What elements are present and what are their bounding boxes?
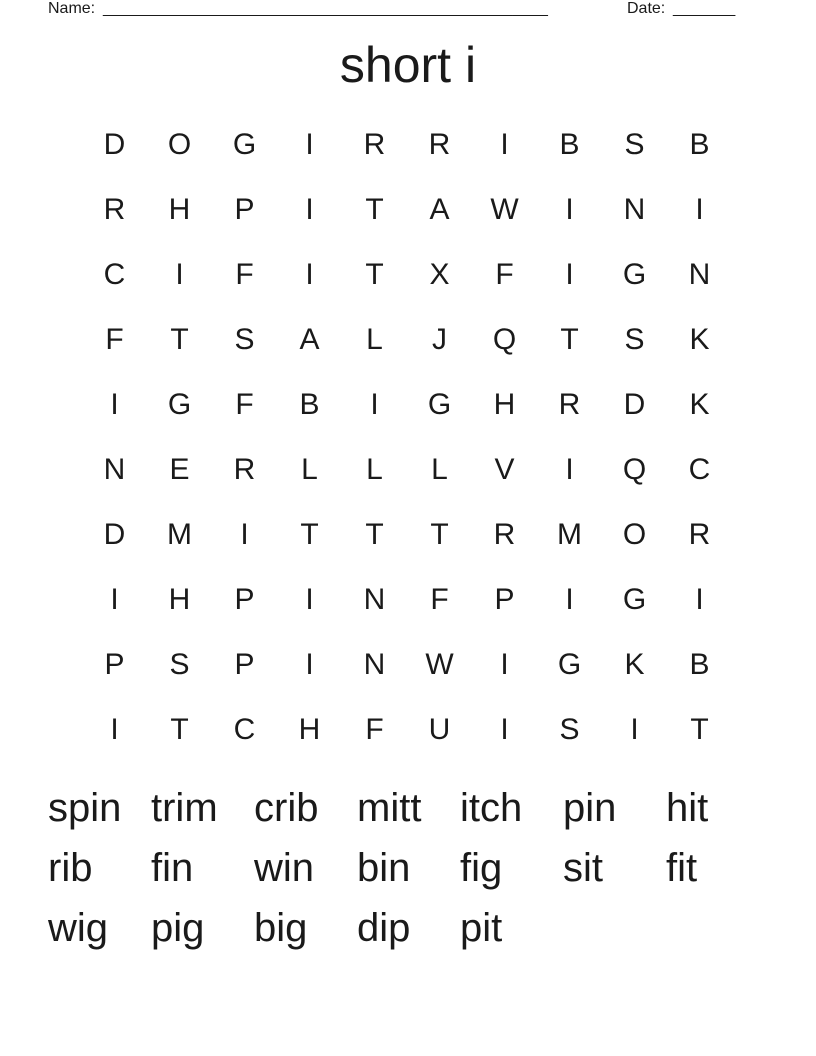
grid-letter: B bbox=[689, 127, 710, 161]
grid-letter: K bbox=[689, 387, 710, 421]
grid-letter: H bbox=[168, 582, 191, 616]
grid-letter: F bbox=[365, 712, 384, 746]
grid-letter: T bbox=[365, 192, 384, 226]
grid-letter: I bbox=[305, 257, 314, 291]
grid-letter: P bbox=[234, 647, 255, 681]
grid-letter: R bbox=[558, 387, 581, 421]
word-list-item: hit bbox=[666, 786, 709, 830]
grid-letter: C bbox=[233, 712, 256, 746]
grid-letter: H bbox=[298, 712, 321, 746]
grid-letter: D bbox=[103, 517, 126, 551]
grid-letter: Q bbox=[622, 452, 647, 486]
grid-letter: I bbox=[110, 582, 119, 616]
grid-letter: M bbox=[557, 517, 582, 551]
grid-letter: I bbox=[695, 582, 704, 616]
grid-letter: G bbox=[557, 647, 582, 681]
grid-letter: T bbox=[690, 712, 709, 746]
grid-letter: I bbox=[305, 192, 314, 226]
word-list-item: dip bbox=[357, 906, 411, 950]
word-list-item: pit bbox=[460, 906, 503, 950]
word-list-item: crib bbox=[254, 786, 319, 830]
grid-letter: F bbox=[235, 257, 254, 291]
grid-letter: P bbox=[234, 192, 255, 226]
grid-letter: F bbox=[105, 322, 124, 356]
word-list-item: pin bbox=[563, 786, 617, 830]
grid-letter: L bbox=[431, 452, 448, 486]
grid-letter: O bbox=[622, 517, 647, 551]
grid-letter: N bbox=[103, 452, 126, 486]
name-label: Name: bbox=[48, 0, 96, 17]
date-blank-line: _______ bbox=[673, 0, 736, 17]
grid-letter: C bbox=[688, 452, 711, 486]
word-list bbox=[48, 778, 788, 958]
grid-letter: I bbox=[110, 712, 119, 746]
grid-letter: V bbox=[494, 452, 515, 486]
grid-letter: S bbox=[169, 647, 190, 681]
word-list-item: trim bbox=[151, 786, 218, 830]
grid-letter: B bbox=[689, 647, 710, 681]
header bbox=[48, 0, 748, 20]
word-list-item: bin bbox=[357, 846, 411, 890]
grid-letter: C bbox=[103, 257, 126, 291]
grid-letter: Q bbox=[492, 322, 517, 356]
grid-letter: A bbox=[299, 322, 320, 356]
word-list-item: spin bbox=[48, 786, 122, 830]
grid-letter: H bbox=[493, 387, 516, 421]
grid-letter: R bbox=[233, 452, 256, 486]
grid-letter: I bbox=[565, 452, 574, 486]
grid-letter: T bbox=[170, 322, 189, 356]
grid-letter: I bbox=[565, 257, 574, 291]
grid-letter: I bbox=[500, 712, 509, 746]
grid-letter: T bbox=[560, 322, 579, 356]
grid-letter: G bbox=[427, 387, 452, 421]
grid-letter: D bbox=[103, 127, 126, 161]
word-list-item: fig bbox=[460, 846, 503, 890]
grid-letter: X bbox=[429, 257, 450, 291]
page-title: short i bbox=[339, 37, 477, 93]
grid-letter: R bbox=[363, 127, 386, 161]
grid-letter: P bbox=[234, 582, 255, 616]
letter-grid bbox=[82, 112, 732, 762]
grid-letter: I bbox=[500, 647, 509, 681]
word-list-item: rib bbox=[48, 846, 93, 890]
grid-letter: G bbox=[622, 582, 647, 616]
grid-letter: S bbox=[559, 712, 580, 746]
grid-letter: I bbox=[695, 192, 704, 226]
grid-letter: I bbox=[305, 582, 314, 616]
grid-letter: W bbox=[425, 647, 454, 681]
grid-letter: F bbox=[495, 257, 514, 291]
word-list-item: mitt bbox=[357, 786, 422, 830]
grid-letter: P bbox=[494, 582, 515, 616]
grid-letter: I bbox=[630, 712, 639, 746]
word-list-item: itch bbox=[460, 786, 523, 830]
word-list-item: sit bbox=[563, 846, 603, 890]
grid-letter: I bbox=[110, 387, 119, 421]
grid-letter: L bbox=[366, 452, 383, 486]
grid-letter: E bbox=[169, 452, 190, 486]
grid-letter: I bbox=[305, 647, 314, 681]
grid-letter: R bbox=[493, 517, 516, 551]
grid-letter: I bbox=[240, 517, 249, 551]
grid-letter: I bbox=[305, 127, 314, 161]
grid-letter: W bbox=[490, 192, 519, 226]
grid-letter: A bbox=[429, 192, 450, 226]
grid-letter: I bbox=[565, 582, 574, 616]
grid-letter: I bbox=[370, 387, 379, 421]
grid-letter: R bbox=[428, 127, 451, 161]
grid-letter: F bbox=[235, 387, 254, 421]
grid-letter: B bbox=[299, 387, 320, 421]
word-list-item: big bbox=[254, 906, 308, 950]
word-list-item: wig bbox=[48, 906, 109, 950]
grid-letter: R bbox=[688, 517, 711, 551]
grid-letter: T bbox=[430, 517, 449, 551]
grid-letter: U bbox=[428, 712, 451, 746]
word-list-item: fit bbox=[666, 846, 698, 890]
grid-letter: S bbox=[624, 127, 645, 161]
grid-letter: J bbox=[432, 322, 447, 356]
grid-letter: N bbox=[363, 647, 386, 681]
grid-letter: I bbox=[500, 127, 509, 161]
grid-letter: S bbox=[234, 322, 255, 356]
word-list-item: win bbox=[254, 846, 315, 890]
grid-letter: K bbox=[624, 647, 645, 681]
grid-letter: R bbox=[103, 192, 126, 226]
grid-letter: I bbox=[175, 257, 184, 291]
grid-letter: N bbox=[688, 257, 711, 291]
grid-letter: L bbox=[301, 452, 318, 486]
grid-letter: G bbox=[622, 257, 647, 291]
grid-letter: S bbox=[624, 322, 645, 356]
grid-letter: T bbox=[170, 712, 189, 746]
date-label: Date: bbox=[627, 0, 666, 17]
grid-letter: N bbox=[623, 192, 646, 226]
grid-letter: I bbox=[565, 192, 574, 226]
grid-letter: T bbox=[365, 257, 384, 291]
grid-letter: O bbox=[167, 127, 192, 161]
grid-letter: T bbox=[365, 517, 384, 551]
grid-letter: N bbox=[363, 582, 386, 616]
grid-letter: H bbox=[168, 192, 191, 226]
grid-letter: K bbox=[689, 322, 710, 356]
grid-letter: M bbox=[167, 517, 192, 551]
grid-letter: L bbox=[366, 322, 383, 356]
name-blank-line: __________________________________________________ bbox=[103, 0, 548, 17]
grid-letter: G bbox=[167, 387, 192, 421]
grid-letter: F bbox=[430, 582, 449, 616]
grid-letter: P bbox=[104, 647, 125, 681]
grid-letter: T bbox=[300, 517, 319, 551]
grid-letter: G bbox=[232, 127, 257, 161]
grid-letter: D bbox=[623, 387, 646, 421]
word-list-item: pig bbox=[151, 906, 205, 950]
word-list-item: fin bbox=[151, 846, 194, 890]
grid-letter: B bbox=[559, 127, 580, 161]
